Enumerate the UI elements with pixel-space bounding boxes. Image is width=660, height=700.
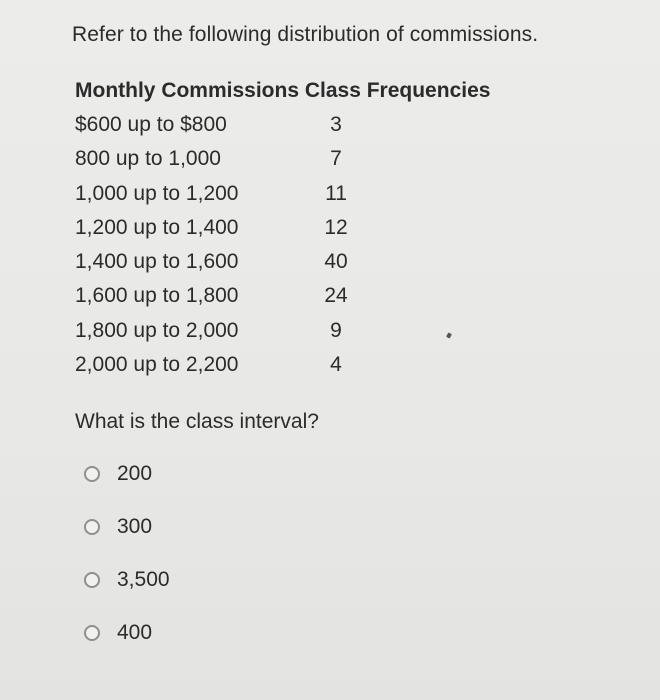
table-header: Monthly Commissions Class Frequencies xyxy=(75,79,491,102)
frequency-cell: 7 xyxy=(330,147,342,171)
radio-button[interactable] xyxy=(84,572,100,588)
class-cell: 1,000 up to 1,200 xyxy=(75,181,239,205)
option-400[interactable] xyxy=(84,619,170,672)
class-cell: 1,400 up to 1,600 xyxy=(75,250,239,274)
class-cell: $600 up to $800 xyxy=(75,113,227,136)
class-cell: 1,200 up to 1,400 xyxy=(75,215,239,239)
table-row xyxy=(75,147,375,181)
frequency-cell: 24 xyxy=(324,284,348,308)
class-cell: 1,800 up to 2,000 xyxy=(75,318,239,342)
option-label: 400 xyxy=(117,621,153,644)
option-label: 300 xyxy=(117,515,153,538)
answer-options xyxy=(84,460,170,672)
frequency-cell: 3 xyxy=(330,113,342,136)
frequency-table xyxy=(75,113,375,387)
frequency-cell: 9 xyxy=(330,318,342,342)
frequency-cell: 11 xyxy=(325,181,347,205)
option-label: 200 xyxy=(117,462,153,485)
table-row xyxy=(75,182,375,216)
radio-button[interactable] xyxy=(84,625,100,641)
radio-button[interactable] xyxy=(84,466,100,482)
table-row xyxy=(75,113,375,147)
option-3500[interactable] xyxy=(84,566,170,619)
stray-mark xyxy=(446,332,452,338)
table-row xyxy=(75,250,375,284)
table-row xyxy=(75,284,375,318)
table-row xyxy=(75,353,375,387)
class-cell: 1,600 up to 1,800 xyxy=(75,284,239,308)
frequency-cell: 12 xyxy=(324,215,348,239)
option-200[interactable] xyxy=(84,460,170,513)
class-cell: 2,000 up to 2,200 xyxy=(75,353,239,377)
table-row xyxy=(75,216,375,250)
intro-text: Refer to the following distribution of commissions. xyxy=(72,23,539,46)
option-300[interactable] xyxy=(84,513,170,566)
table-row xyxy=(75,319,375,353)
frequency-cell: 4 xyxy=(330,353,342,377)
frequency-cell: 40 xyxy=(324,250,348,274)
option-label: 3,500 xyxy=(117,568,170,591)
question-text: What is the class interval? xyxy=(75,410,319,433)
radio-button[interactable] xyxy=(84,519,100,535)
class-cell: 800 up to 1,000 xyxy=(75,147,221,171)
